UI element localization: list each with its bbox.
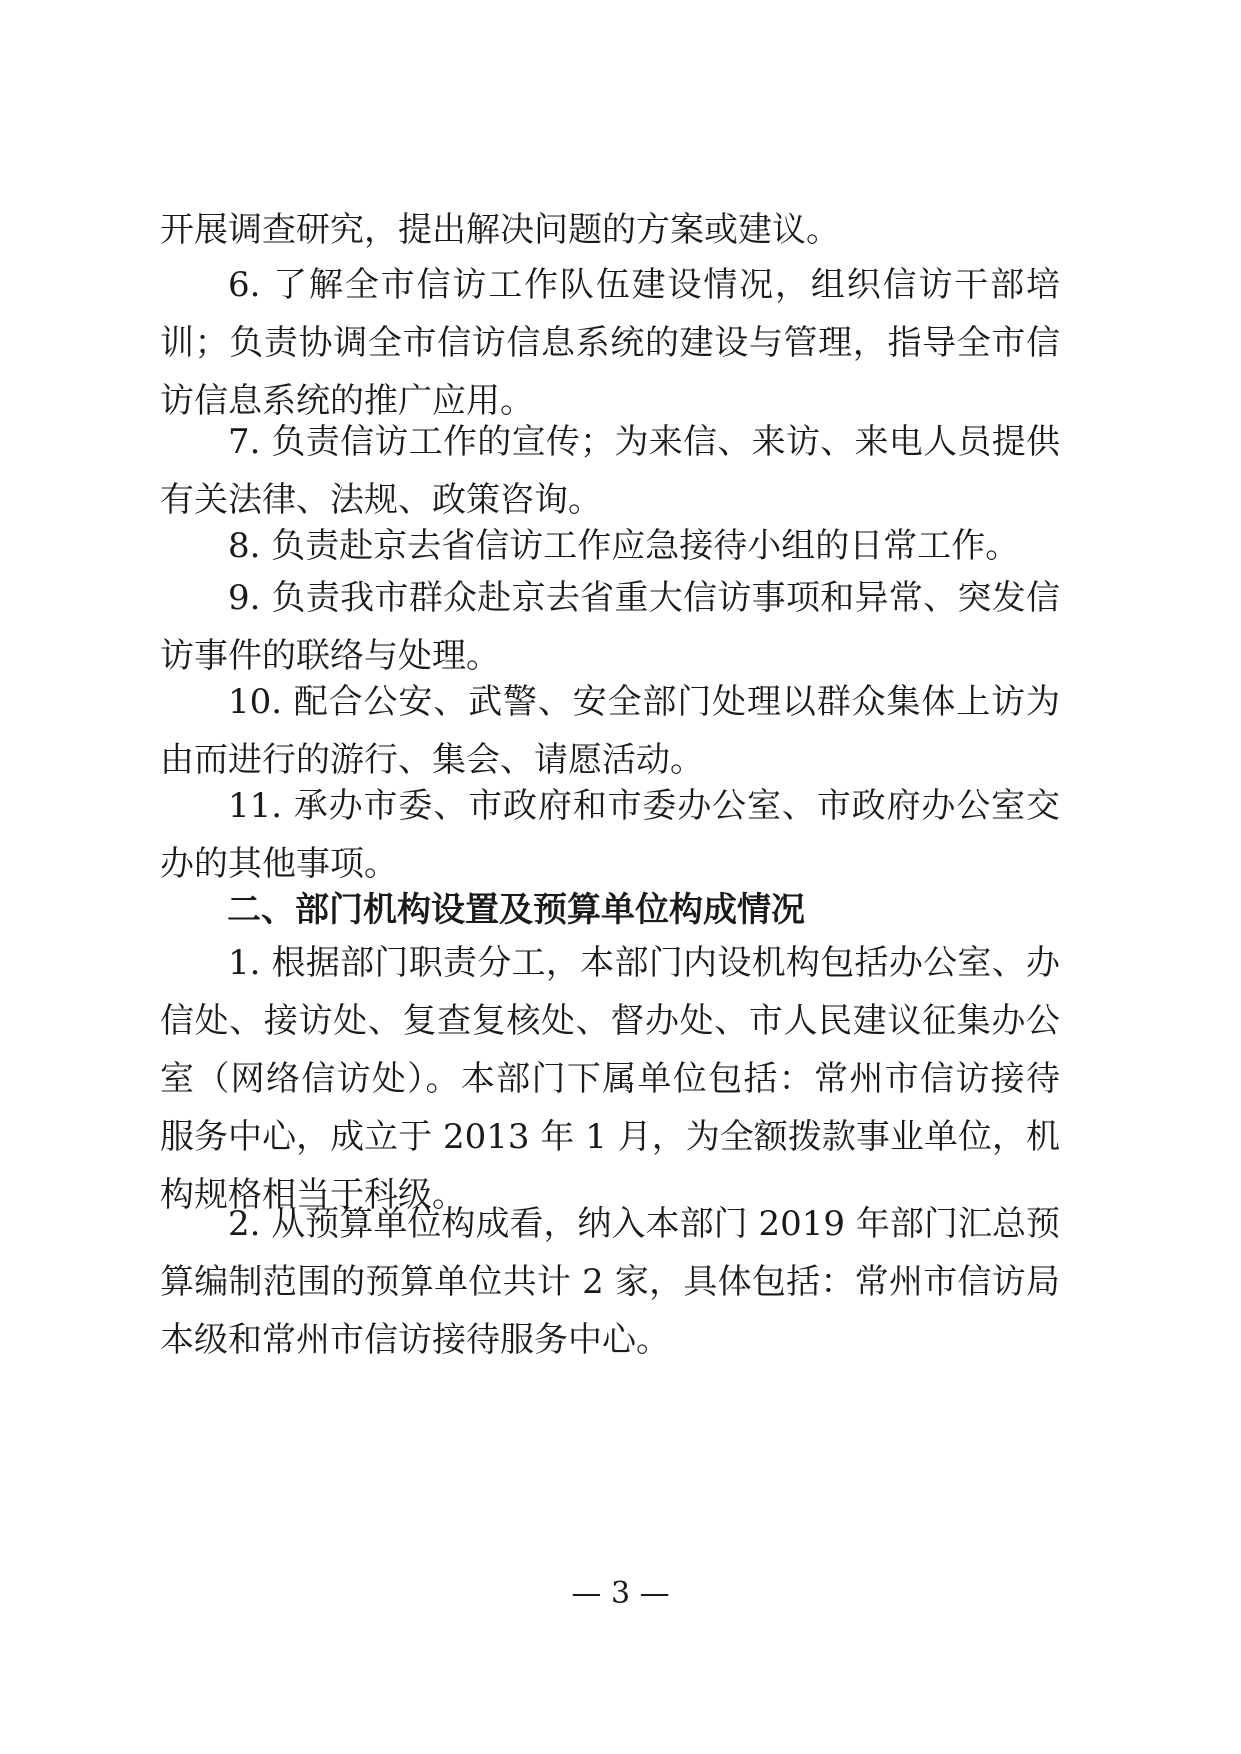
paragraph-item-9: 9. 负责我市群众赴京去省重大信访事项和异常、突发信访事件的联络与处理。: [160, 578, 1060, 676]
paragraph-item-7: 7. 负责信访工作的宣传；为来信、来访、来电人员提供有关法律、法规、政策咨询。: [160, 422, 1060, 520]
paragraph-continuation: 开展调查研究，提出解决问题的方案或建议。: [160, 210, 840, 250]
page-number: — 3 —: [571, 1576, 670, 1611]
paragraph-item-6: 6. 了解全市信访工作队伍建设情况，组织信访干部培训；负责协调全市信访信息系统的建设与管理，指导全市信访信息系统的推广应用。: [160, 265, 1060, 421]
paragraph-item-8: 8. 负责赴京去省信访工作应急接待小组的日常工作。: [228, 526, 1020, 566]
paragraph-item-10: 10. 配合公安、武警、安全部门处理以群众集体上访为由而进行的游行、集会、请愿活动。: [160, 682, 1060, 780]
paragraph-section-1: 1. 根据部门职责分工，本部门内设机构包括办公室、办信处、接访处、复查复核处、督办处、市人民建议征集办公室（网络信访处）。本部门下属单位包括：常州市信访接待服务中心，成立于 2013 年 1 月，为全额拨款事业单位，机构规格相当于科级。: [160, 943, 1060, 1215]
section-heading: 二、部门机构设置及预算单位构成情况: [227, 890, 805, 930]
paragraph-item-11: 11. 承办市委、市政府和市委办公室、市政府办公室交办的其他事项。: [160, 786, 1060, 884]
paragraph-section-2: 2. 从预算单位构成看，纳入本部门 2019 年部门汇总预算编制范围的预算单位共计 2 家，具体包括：常州市信访局本级和常州市信访接待服务中心。: [160, 1204, 1060, 1360]
